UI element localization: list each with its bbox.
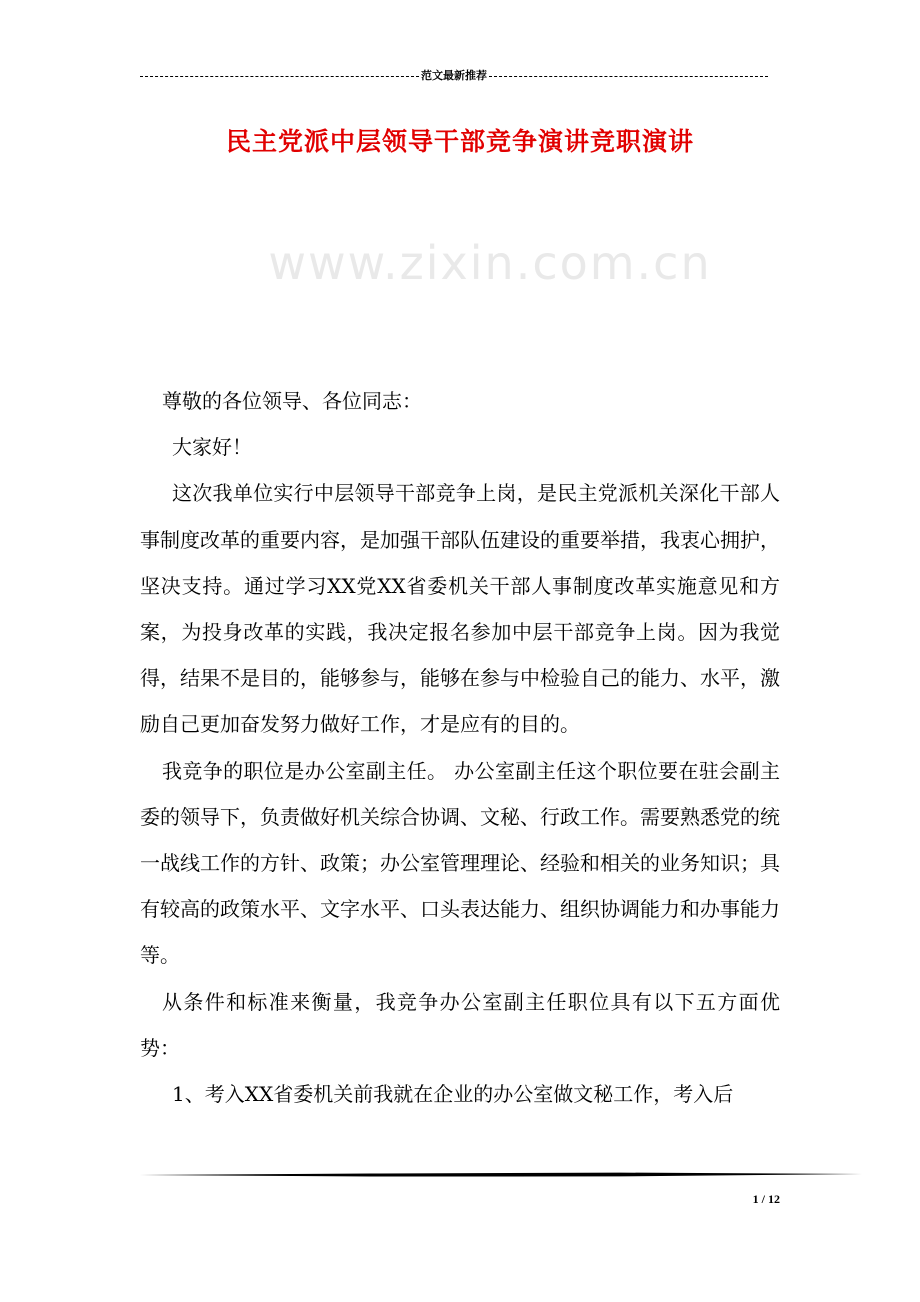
document-body: [140, 378, 780, 1117]
paragraph-position: 我竞争的职位是办公室副主任。 办公室副主任这个职位要在驻会副主委的领导下，负责做好机关综合协调、文秘、行政工作。需要熟悉党的统一战线工作的方针、政策；办公室管理理论、经验和相关的业务知识；具有较高的政策水平、文字水平、口头表达能力、组织协调能力和办事能力等。: [140, 758, 780, 968]
page-number: 1 / 12: [752, 1192, 780, 1206]
paragraph-advantages: 从条件和标准来衡量，我竞争办公室副主任职位具有以下五方面优势：: [140, 989, 780, 1060]
paragraph-intro: 这次我单位实行中层领导干部竞争上岗，是民主党派机关深化干部人事制度改革的重要内容，是加强干部队伍建设的重要举措，我衷心拥护，坚决支持。通过学习XX党XX省委机关干部人事制度改革实施意见和方案，为投身改革的实践，我决定报名参加中层干部竞争上岗。因为我觉得，结果不是目的，能够参与，能够在参与中检验自己的能力、水平，激励自己更加奋发努力做好工作，才是应有的目的。: [140, 481, 780, 737]
document-title: 民主党派中层领导干部竞争演讲竞职演讲: [225, 127, 694, 156]
header-dash-left: [140, 76, 419, 77]
watermark: www.zixin.com.cn: [268, 236, 712, 290]
salutation: 尊敬的各位领导、各位同志：: [162, 389, 422, 413]
header-label: 范文最新推荐: [421, 69, 487, 82]
paragraph-item-1: 1、考入XX省委机关前我就在企业的办公室做文秘工作，考入后: [172, 1082, 734, 1107]
page-header: [140, 68, 768, 84]
header-dash-right: [489, 76, 768, 77]
greeting: 大家好！: [172, 435, 252, 460]
footer-rule: [140, 1170, 862, 1180]
